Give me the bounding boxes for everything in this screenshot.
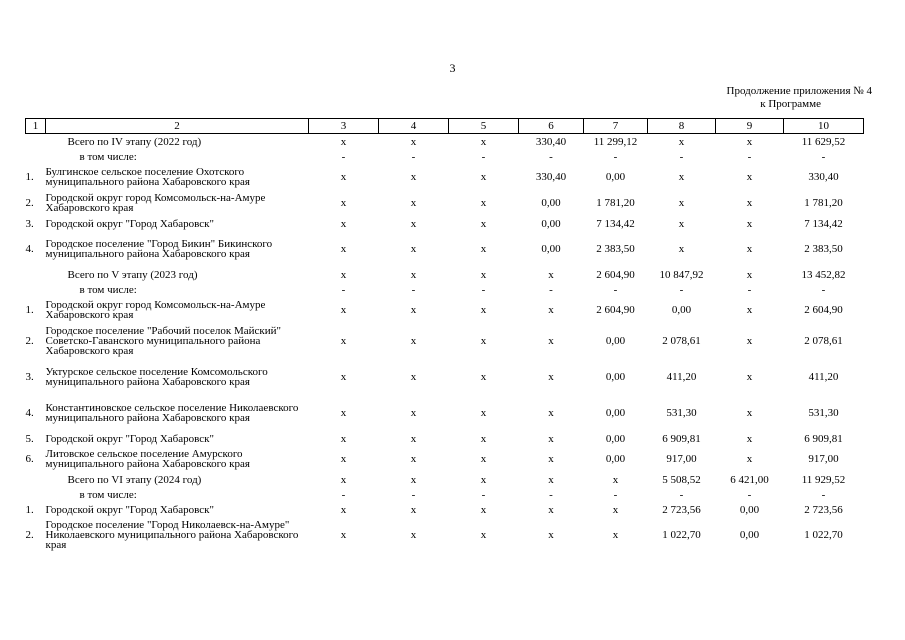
cell-col-5: х (480, 407, 487, 419)
row-name: Городской округ "Город Хабаровск" (45, 217, 215, 230)
cell-col-5: х (480, 268, 487, 281)
table-row (26, 134, 864, 150)
cell-col-4: х (410, 529, 417, 541)
cell-col-5: - (481, 150, 486, 163)
cell-col-6: 0,00 (541, 243, 561, 255)
cell-col-5: х (480, 304, 487, 316)
cell-col-5: х (480, 135, 487, 148)
header-cell: 10 (784, 119, 864, 134)
cell-col-9: х (746, 432, 753, 445)
cell-col-3: х (340, 473, 347, 486)
cell-col-6: - (549, 283, 553, 296)
row-name: Городской округ город Комсомольск-на-Амуре Хабаровского края (45, 192, 266, 214)
cell-col-10: 7 134,42 (804, 217, 843, 230)
cell-col-3: х (340, 268, 347, 281)
cell-col-3: х (340, 135, 347, 148)
cell-col-5: х (480, 432, 487, 445)
row-number (26, 134, 46, 150)
cell-col-4: х (410, 453, 417, 465)
cell-col-3: х (340, 304, 347, 316)
row-number (26, 149, 46, 164)
cell-col-3: х (340, 243, 347, 255)
row-name: Булгинское сельское поселение Охотского муниципального района Хабаровского края (45, 166, 250, 188)
header-cell: 7 (584, 119, 648, 134)
cell-col-9: х (746, 407, 753, 419)
cell-col-4: х (410, 243, 417, 255)
cell-col-3: х (340, 432, 347, 445)
cell-col-6: 0,00 (541, 217, 561, 230)
header-cell: 9 (716, 119, 784, 134)
row-number: 3. (25, 217, 34, 230)
cell-col-7: 0,00 (605, 371, 626, 383)
program-table (25, 118, 864, 553)
cell-col-8: 5 508,52 (662, 473, 701, 486)
table-row (26, 502, 864, 517)
cell-col-10: 1 781,20 (804, 197, 843, 209)
row-number: 6. (25, 453, 34, 465)
cell-col-8: 531,30 (666, 407, 697, 419)
cell-col-8: 2 723,56 (662, 503, 701, 516)
table-row (26, 472, 864, 487)
cell-col-4: х (410, 197, 417, 209)
cell-col-10: 2 078,61 (804, 335, 843, 347)
table-row (26, 446, 864, 472)
row-number: 4. (25, 407, 34, 419)
header-cell: 1 (26, 119, 46, 134)
cell-col-8: х (678, 243, 685, 255)
cell-col-10: 13 452,82 (801, 268, 846, 281)
header-cell: 6 (519, 119, 584, 134)
row-number: 4. (25, 243, 34, 255)
cell-col-4: х (410, 473, 417, 486)
cell-col-6: - (549, 488, 553, 501)
cell-col-5: х (480, 371, 487, 383)
cell-col-9: х (746, 453, 753, 465)
header-cell: 5 (449, 119, 519, 134)
cell-col-5: х (480, 171, 487, 183)
cell-col-4: х (410, 171, 417, 183)
cell-col-10: 11 929,52 (801, 473, 846, 486)
cell-col-8: 0,00 (671, 304, 692, 316)
cell-col-7: 1 781,20 (596, 197, 635, 209)
cell-col-7: 2 604,90 (596, 268, 635, 281)
row-name: Всего по VI этапу (2024 год) (67, 473, 202, 486)
cell-col-7: - (613, 283, 618, 296)
cell-col-9: х (746, 171, 753, 183)
table-row (26, 216, 864, 231)
row-number: 2. (25, 529, 34, 541)
cell-col-3: х (340, 217, 347, 230)
cell-col-9: - (747, 488, 752, 501)
cell-col-10: 2 604,90 (804, 304, 843, 316)
cell-col-4: - (411, 488, 416, 501)
cell-col-8: 2 078,61 (662, 335, 701, 347)
cell-col-7: 0,00 (605, 171, 626, 183)
row-number (26, 487, 46, 502)
table-row (26, 190, 864, 216)
cell-col-3: х (340, 371, 347, 383)
cell-col-4: х (410, 407, 417, 419)
cell-col-8: 411,20 (666, 371, 697, 383)
cell-col-5: - (481, 283, 486, 296)
cell-col-6: х (548, 529, 554, 541)
row-name: Городское поселение "Рабочий поселок Майский" Советско-Гаванского муниципального района Хабаровского края (45, 325, 281, 357)
cell-col-9: х (746, 197, 753, 209)
annex-line-2: к Программе (760, 98, 821, 110)
cell-col-10: 1 022,70 (804, 529, 843, 541)
cell-col-8: - (679, 150, 684, 163)
table-row (26, 231, 864, 267)
cell-col-3: х (340, 171, 347, 183)
cell-col-7: х (612, 529, 619, 541)
table-row (26, 431, 864, 446)
cell-col-5: х (480, 197, 487, 209)
row-name: Литовское сельское поселение Амурского муниципального района Хабаровского края (45, 448, 250, 470)
cell-col-6: 0,00 (541, 197, 561, 209)
table-row (26, 297, 864, 323)
row-name: Городской округ город Комсомольск-на-Амуре Хабаровского края (45, 299, 266, 321)
cell-col-10: 2 383,50 (804, 243, 843, 255)
cell-col-9: 6 421,00 (730, 473, 769, 486)
cell-col-4: х (410, 371, 417, 383)
cell-col-4: х (410, 217, 417, 230)
cell-col-4: х (410, 268, 417, 281)
cell-col-3: х (340, 407, 347, 419)
cell-col-6: х (548, 268, 554, 281)
cell-col-7: х (612, 473, 619, 486)
cell-col-9: 0,00 (739, 529, 760, 541)
cell-col-7: 2 604,90 (596, 304, 635, 316)
row-name: Константиновское сельское поселение Николаевского муниципального района Хабаровского края (45, 402, 299, 424)
cell-col-9: - (747, 283, 752, 296)
cell-col-5: - (481, 488, 486, 501)
row-name: Городское поселение "Город Николаевск-на-Амуре" Николаевского муниципального района Хабаровского края (45, 519, 299, 551)
cell-col-6: х (548, 407, 554, 419)
row-name: Городское поселение "Город Бикин" Бикинского муниципального района Хабаровского края (45, 238, 273, 260)
cell-col-9: х (746, 135, 753, 148)
header-cell: 2 (46, 119, 309, 134)
cell-col-10: 330,40 (808, 171, 839, 183)
row-number: 1. (25, 503, 34, 516)
cell-col-6: х (548, 453, 554, 465)
cell-col-5: х (480, 473, 487, 486)
page-number: 3 (449, 61, 456, 75)
cell-col-9: х (746, 371, 753, 383)
table-row (26, 282, 864, 297)
cell-col-3: х (340, 453, 347, 465)
row-number: 2. (25, 335, 34, 347)
row-number (26, 472, 46, 487)
table-row (26, 487, 864, 502)
header-cell: 4 (379, 119, 449, 134)
cell-col-10: 411,20 (808, 371, 839, 383)
row-number: 3. (25, 371, 34, 383)
cell-col-7: 0,00 (605, 453, 626, 465)
annex-caption (640, 85, 872, 111)
cell-col-4: х (410, 503, 417, 516)
cell-col-9: х (746, 217, 753, 230)
cell-col-9: х (746, 304, 753, 316)
annex-line-1: Продолжение приложения № 4 (726, 85, 872, 97)
cell-col-10: 531,30 (808, 407, 839, 419)
cell-col-6: х (548, 371, 554, 383)
row-number: 2. (25, 197, 34, 209)
cell-col-7: 0,00 (605, 407, 626, 419)
cell-col-10: 917,00 (808, 453, 839, 465)
row-number: 1. (25, 304, 34, 316)
cell-col-10: 6 909,81 (804, 432, 843, 445)
cell-col-8: х (678, 197, 685, 209)
cell-col-10: 2 723,56 (804, 503, 843, 516)
cell-col-6: 330,40 (535, 171, 567, 183)
cell-col-8: х (678, 135, 685, 148)
cell-col-5: х (480, 529, 487, 541)
row-name: Уктурское сельское поселение Комсомольского муниципального района Хабаровского края (45, 366, 268, 388)
cell-col-3: х (340, 529, 347, 541)
cell-col-3: х (340, 503, 347, 516)
table-row (26, 323, 864, 359)
table-row (26, 359, 864, 395)
cell-col-7: 0,00 (605, 335, 626, 347)
row-name: Всего по IV этапу (2022 год) (67, 135, 202, 148)
cell-col-6: х (548, 335, 554, 347)
row-name: в том числе: (79, 283, 137, 296)
cell-col-5: х (480, 243, 487, 255)
cell-col-7: 11 299,12 (593, 135, 638, 148)
cell-col-9: х (746, 268, 753, 281)
cell-col-4: х (410, 304, 417, 316)
row-name: Всего по V этапу (2023 год) (67, 268, 198, 281)
cell-col-5: х (480, 335, 487, 347)
row-name: Городской округ "Город Хабаровск" (45, 432, 215, 445)
cell-col-7: 0,00 (605, 432, 626, 445)
cell-col-7: 7 134,42 (596, 217, 635, 230)
row-name: Городской округ "Город Хабаровск" (45, 503, 215, 516)
cell-col-9: - (747, 150, 752, 163)
cell-col-6: х (548, 432, 554, 445)
cell-col-9: 0,00 (739, 503, 760, 516)
row-number: 5. (25, 432, 34, 445)
cell-col-8: 1 022,70 (662, 529, 701, 541)
cell-col-4: - (411, 150, 416, 163)
cell-col-4: х (410, 335, 417, 347)
header-cell: 8 (648, 119, 716, 134)
cell-col-7: 2 383,50 (596, 243, 635, 255)
cell-col-3: - (341, 488, 346, 501)
cell-col-6: х (548, 473, 554, 486)
cell-col-8: 917,00 (666, 453, 697, 465)
cell-col-3: - (341, 150, 346, 163)
cell-col-7: - (613, 150, 618, 163)
row-number (26, 282, 46, 297)
cell-col-5: х (480, 453, 487, 465)
cell-col-6: 330,40 (535, 135, 567, 148)
table-row (26, 164, 864, 190)
cell-col-10: - (821, 283, 826, 296)
row-name: в том числе: (79, 150, 137, 163)
cell-col-10: - (821, 150, 826, 163)
table-row (26, 395, 864, 431)
cell-col-6: х (548, 304, 554, 316)
cell-col-6: х (548, 503, 554, 516)
cell-col-7: - (613, 488, 618, 501)
header-cell: 3 (309, 119, 379, 134)
table-row (26, 517, 864, 553)
table-row (26, 149, 864, 164)
row-number (26, 267, 46, 282)
cell-col-10: - (821, 488, 826, 501)
cell-col-7: х (612, 503, 619, 516)
cell-col-9: х (746, 243, 753, 255)
cell-col-3: х (340, 197, 347, 209)
cell-col-8: - (679, 488, 684, 501)
table-row (26, 267, 864, 282)
cell-col-4: х (410, 432, 417, 445)
cell-col-8: 10 847,92 (659, 268, 704, 281)
cell-col-5: х (480, 217, 487, 230)
cell-col-8: 6 909,81 (662, 432, 701, 445)
cell-col-8: х (678, 217, 685, 230)
table-header-row (26, 119, 864, 134)
cell-col-4: х (410, 135, 417, 148)
cell-col-3: - (341, 283, 346, 296)
cell-col-9: х (746, 335, 753, 347)
cell-col-3: х (340, 335, 347, 347)
cell-col-5: х (480, 503, 487, 516)
row-number: 1. (25, 171, 34, 183)
cell-col-8: - (679, 283, 684, 296)
row-name: в том числе: (79, 488, 137, 501)
cell-col-4: - (411, 283, 416, 296)
cell-col-10: 11 629,52 (801, 135, 846, 148)
cell-col-6: - (549, 150, 553, 163)
cell-col-8: х (678, 171, 685, 183)
